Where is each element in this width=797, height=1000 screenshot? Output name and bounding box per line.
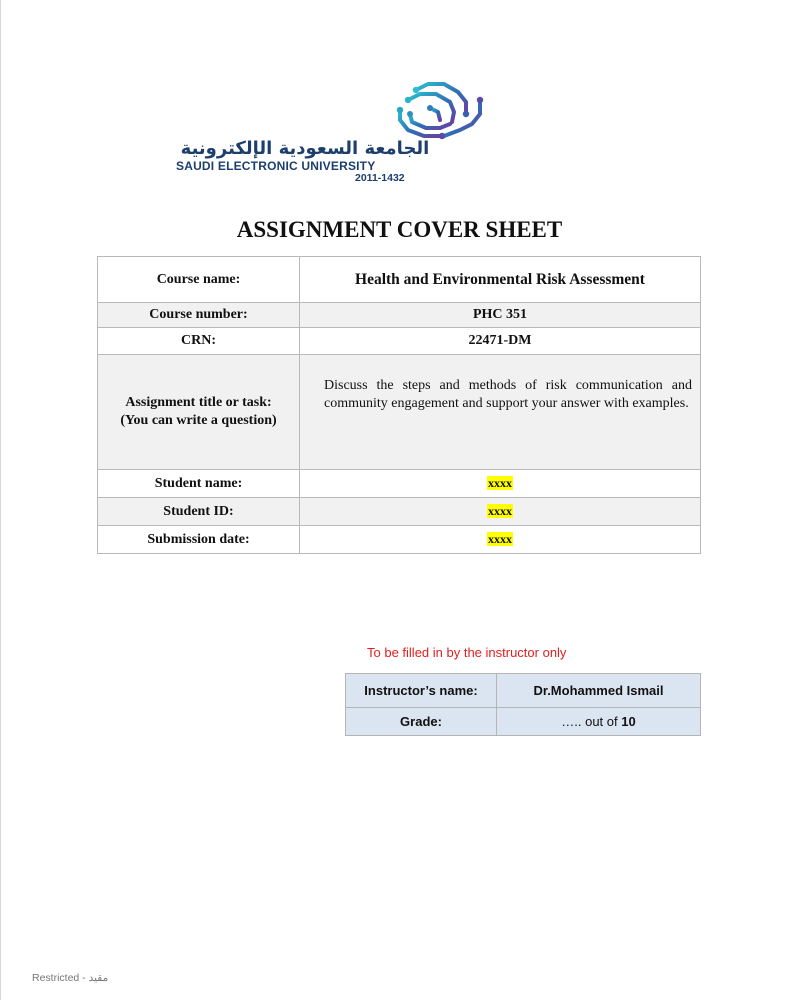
student-name-cell (300, 470, 701, 498)
table-row (98, 355, 701, 470)
grade-prefix: ….. out of (561, 714, 622, 729)
student-name-value: xxxx (488, 475, 512, 490)
course-number-value: PHC 351 (300, 303, 701, 328)
page-title: ASSIGNMENT COVER SHEET (236, 217, 563, 242)
student-id-cell (300, 498, 701, 526)
table-row (98, 526, 701, 554)
grade-max: 10 (621, 714, 636, 729)
logo-arabic-name: الجامعة السعودية الإلكترونية (180, 138, 430, 159)
logo-english-name: SAUDI ELECTRONIC UNIVERSITY (176, 159, 376, 173)
student-name-label: Student name: (98, 470, 300, 498)
table-row (346, 674, 701, 708)
assignment-title-label (98, 355, 300, 470)
instructor-table (345, 673, 701, 736)
assignment-task-cell (300, 355, 701, 470)
instructor-name-value: Dr.Mohammed Ismail (497, 674, 701, 708)
assignment-task-text: Discuss the steps and methods of risk communication and community engagement and support your answer with examples. (324, 378, 692, 411)
logo-years: 2011-1432 (355, 172, 405, 184)
student-id-label: Student ID: (98, 498, 300, 526)
assignment-label-line2: (You can write a question) (120, 413, 277, 428)
table-row (346, 708, 701, 736)
crn-value: 22471-DM (300, 328, 701, 355)
instructor-name-label: Instructor’s name: (346, 674, 497, 708)
grade-label: Grade: (346, 708, 497, 736)
university-logo (171, 78, 501, 188)
submission-date-label: Submission date: (98, 526, 300, 554)
university-emblem-icon (386, 78, 496, 144)
assignment-label-line1: Assignment title or task: (125, 395, 272, 410)
classification-footer: Restricted - مقيد (32, 972, 109, 984)
instructor-only-note: To be filled in by the instructor only (367, 645, 567, 660)
grade-cell (497, 708, 701, 736)
table-row (98, 328, 701, 355)
table-row (98, 257, 701, 303)
table-row (98, 470, 701, 498)
course-name-label: Course name: (98, 257, 300, 303)
submission-date-value: xxxx (488, 531, 512, 546)
course-number-label: Course number: (98, 303, 300, 328)
table-row (98, 498, 701, 526)
cover-sheet-table (97, 256, 701, 554)
submission-date-cell (300, 526, 701, 554)
student-id-value: xxxx (488, 503, 512, 518)
crn-label: CRN: (98, 328, 300, 355)
course-name-value: Health and Environmental Risk Assessment (300, 257, 701, 303)
table-row (98, 303, 701, 328)
